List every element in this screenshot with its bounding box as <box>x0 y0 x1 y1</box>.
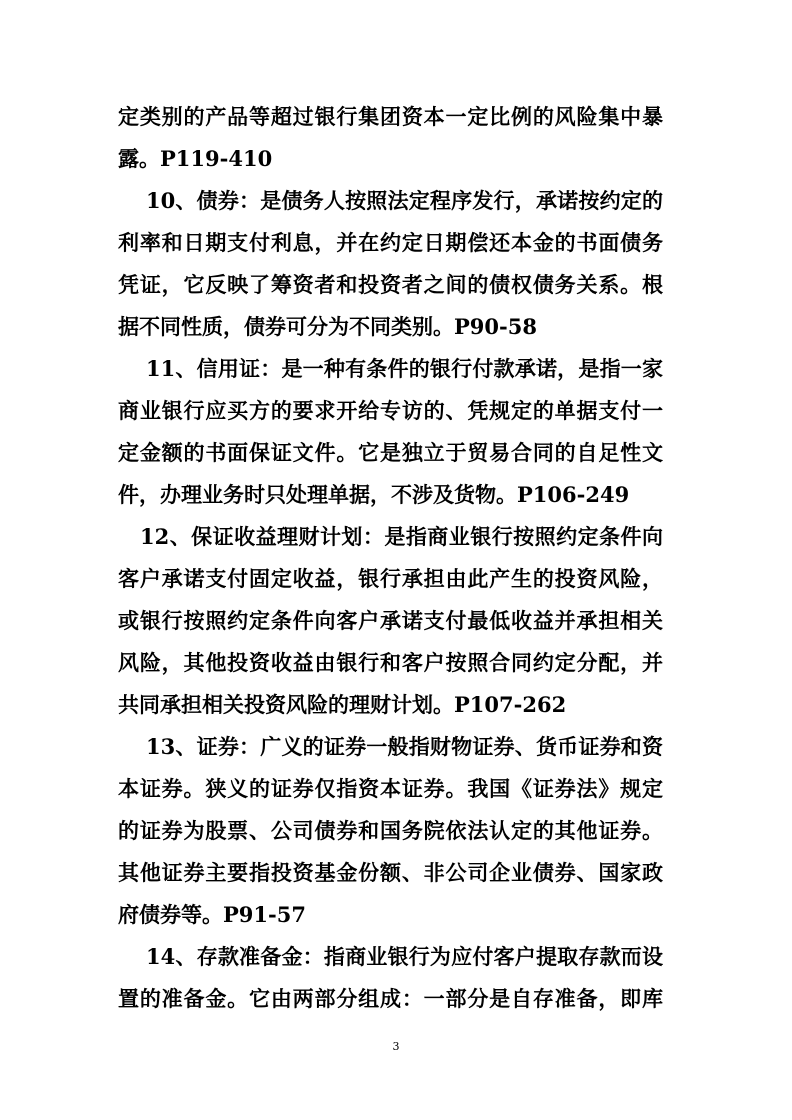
item-10-heading-line: 10、债券：是债务人按照法定程序发行，承诺按约定的 <box>146 188 663 213</box>
body-text <box>118 96 663 1020</box>
item-12-heading-line: 12、保证收益理财计划：是指商业银行按照约定条件向 <box>140 524 663 549</box>
text-line: 风险，其他投资收益由银行和客户按照合同约定分配，并 <box>118 650 663 675</box>
item-11-heading-line: 11、信用证：是一种有条件的银行付款承诺，是指一家 <box>146 356 663 381</box>
text-line: 露。P119-410 <box>118 146 273 171</box>
page-number: 3 <box>392 1040 400 1053</box>
text-line: 客户承诺支付固定收益，银行承担由此产生的投资风险， <box>118 566 663 591</box>
text-line: 利率和日期支付利息，并在约定日期偿还本金的书面债务 <box>118 230 663 255</box>
text-line: 商业银行应买方的要求开给专访的、凭规定的单据支付一 <box>118 398 663 423</box>
text-line: 定金额的书面保证文件。它是独立于贸易合同的自足性文 <box>118 440 663 465</box>
text-line: 件，办理业务时只处理单据，不涉及货物。P106-249 <box>118 482 630 507</box>
text-line: 其他证券主要指投资基金份额、非公司企业债券、国家政 <box>118 860 663 885</box>
text-line: 的证券为股票、公司债券和国务院依法认定的其他证券。 <box>118 818 663 843</box>
text-line: 凭证，它反映了筹资者和投资者之间的债权债务关系。根 <box>118 272 663 297</box>
text-line: 或银行按照约定条件向客户承诺支付最低收益并承担相关 <box>118 608 663 633</box>
item-14-heading-line: 14、存款准备金：指商业银行为应付客户提取存款而设 <box>146 944 663 969</box>
text-line: 本证券。狭义的证券仅指资本证券。我国《证券法》规定 <box>118 776 663 801</box>
text-line: 置的准备金。它由两部分组成：一部分是自存准备，即库 <box>118 986 663 1011</box>
text-line: 共同承担相关投资风险的理财计划。P107-262 <box>118 692 567 717</box>
text-line: 定类别的产品等超过银行集团资本一定比例的风险集中暴 <box>118 104 663 129</box>
text-line: 据不同性质，债券可分为不同类别。P90-58 <box>118 314 537 339</box>
item-13-heading-line: 13、证券：广义的证券一般指财物证券、货币证券和资 <box>146 734 663 759</box>
text-line: 府债券等。P91-57 <box>118 902 306 927</box>
